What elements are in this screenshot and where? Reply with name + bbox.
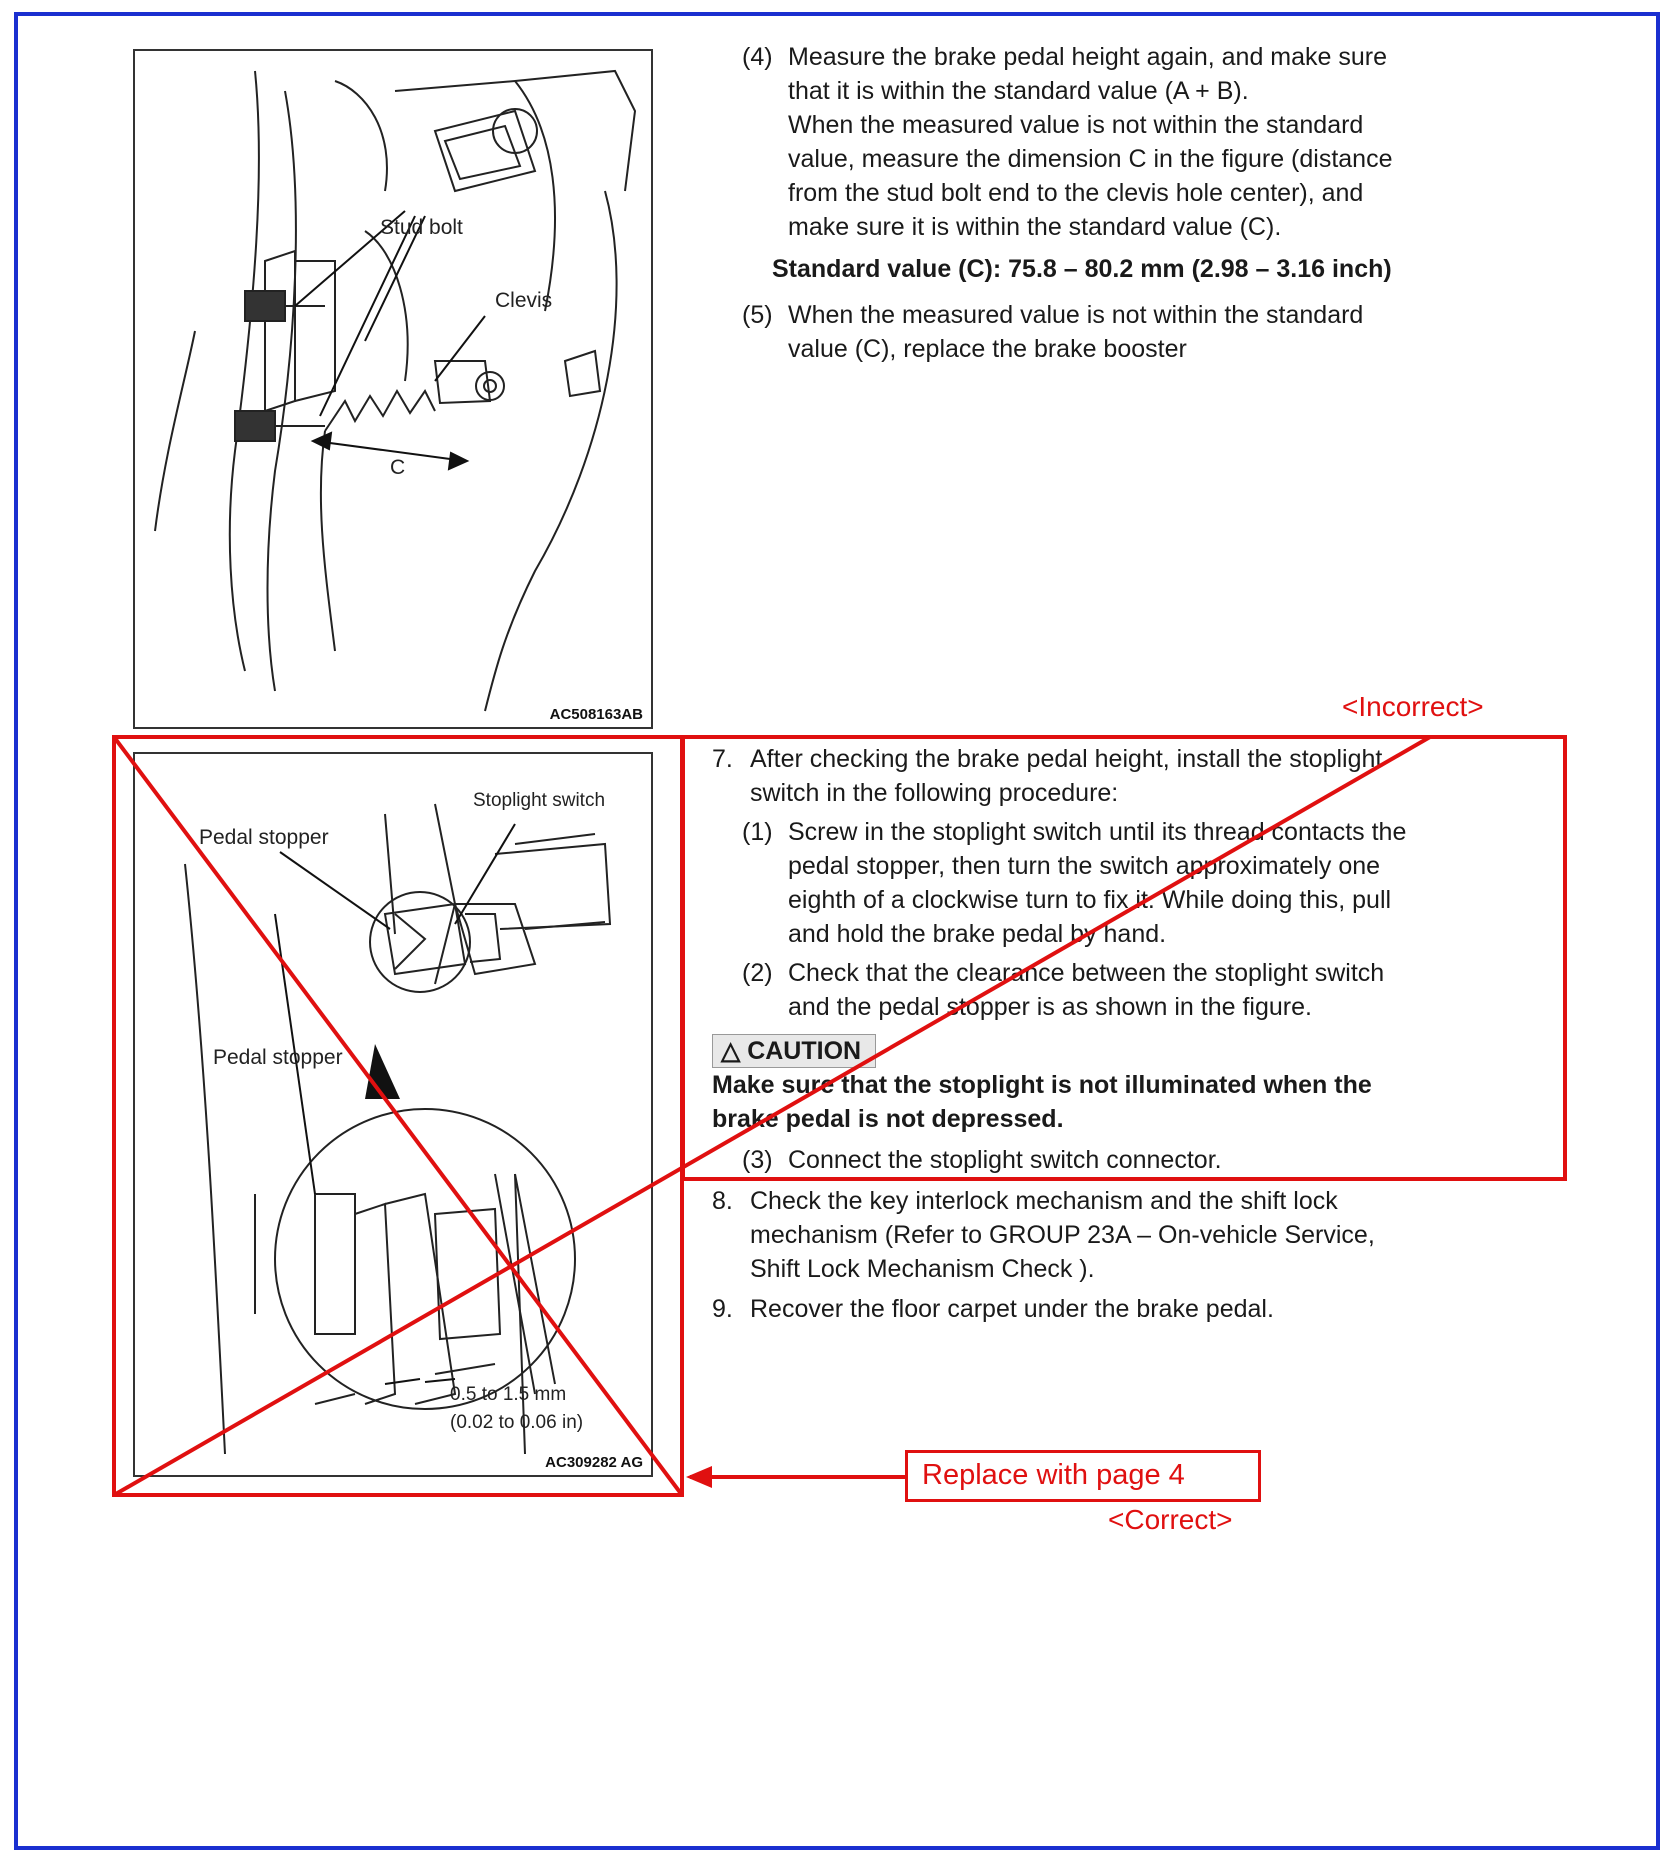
substep-1-line: eighth of a clockwise turn to fix it. While doing this, pull bbox=[788, 886, 1392, 914]
step-4-line: make sure it is within the standard value (C). bbox=[788, 213, 1282, 241]
standard-value: Standard value (C): 75.8 – 80.2 mm (2.98 – 3.16 inch) bbox=[772, 255, 1392, 283]
step-9 bbox=[712, 1292, 1532, 1326]
figure-1-drawing bbox=[135, 51, 653, 729]
step-5-line: When the measured value is not within the standard bbox=[788, 301, 1364, 329]
substep-2-number: (2) bbox=[742, 959, 773, 987]
substep-1-line: and hold the brake pedal by hand. bbox=[788, 920, 1167, 948]
stud-bolt-label: Stud bolt bbox=[380, 216, 463, 239]
step-7-line: After checking the brake pedal height, install the stoplight bbox=[750, 745, 1383, 773]
step-5-line: value (C), replace the brake booster bbox=[788, 335, 1187, 363]
step-8-line: mechanism (Refer to GROUP 23A – On-vehicle Service, bbox=[750, 1221, 1375, 1249]
figure-1-id: AC508163AB bbox=[549, 706, 643, 723]
step-4-line: When the measured value is not within the standard bbox=[788, 111, 1364, 139]
substep-1-line: Screw in the stoplight switch until its thread contacts the bbox=[788, 818, 1407, 846]
step-4-line: that it is within the standard value (A + B). bbox=[788, 77, 1249, 105]
step-4-line: value, measure the dimension C in the figure (distance bbox=[788, 145, 1393, 173]
pedal-stopper-label-mid: Pedal stopper bbox=[213, 1046, 343, 1069]
pedal-stopper-label-top: Pedal stopper bbox=[199, 826, 329, 849]
step-4 bbox=[742, 40, 1522, 244]
stoplight-switch-label: Stoplight switch bbox=[473, 790, 606, 811]
substep-1-line: pedal stopper, then turn the switch approximately one bbox=[788, 852, 1381, 880]
replace-note: Replace with page 4 bbox=[922, 1459, 1185, 1491]
step-7-number: 7. bbox=[712, 745, 733, 773]
substep-3-text: Connect the stoplight switch connector. bbox=[788, 1146, 1222, 1174]
clearance-mm-label: 0.5 to 1.5 mm bbox=[450, 1384, 567, 1405]
clevis-label: Clevis bbox=[495, 289, 553, 312]
substep-2-line: and the pedal stopper is as shown in the figure. bbox=[788, 993, 1312, 1021]
step-7-line: switch in the following procedure: bbox=[750, 779, 1119, 807]
step-4-line: Measure the brake pedal height again, and make sure bbox=[788, 43, 1387, 71]
step-4-line: from the stud bolt end to the clevis hole center), and bbox=[788, 179, 1364, 207]
caution-label: CAUTION bbox=[747, 1037, 862, 1065]
caution-line: Make sure that the stoplight is not illuminated when the bbox=[712, 1071, 1372, 1099]
dimension-c-label: C bbox=[390, 456, 406, 479]
figure-2-id: AC309282 AG bbox=[545, 1454, 643, 1471]
incorrect-label: <Incorrect> bbox=[1342, 691, 1484, 722]
step-5 bbox=[742, 298, 1522, 366]
step-5-number: (5) bbox=[742, 301, 773, 329]
step-8 bbox=[712, 1184, 1532, 1286]
step-9-number: 9. bbox=[712, 1295, 733, 1323]
substep-1-number: (1) bbox=[742, 818, 773, 846]
incorrect-figure-box bbox=[112, 735, 684, 1497]
correct-label: <Correct> bbox=[1108, 1504, 1233, 1535]
caution-line: brake pedal is not depressed. bbox=[712, 1105, 1064, 1133]
clearance-in-label: (0.02 to 0.06 in) bbox=[450, 1412, 584, 1433]
step-9-text: Recover the floor carpet under the brake pedal. bbox=[750, 1295, 1274, 1323]
substep-2-line: Check that the clearance between the stoplight switch bbox=[788, 959, 1385, 987]
figure-brake-booster-dimension bbox=[133, 49, 653, 729]
warning-icon: △ bbox=[721, 1037, 741, 1065]
step-8-line: Shift Lock Mechanism Check ). bbox=[750, 1255, 1095, 1283]
incorrect-text-box bbox=[681, 735, 1567, 1181]
step-4-number: (4) bbox=[742, 43, 773, 71]
step-8-number: 8. bbox=[712, 1187, 733, 1215]
step-8-line: Check the key interlock mechanism and the shift lock bbox=[750, 1187, 1338, 1215]
substep-3-number: (3) bbox=[742, 1146, 773, 1174]
